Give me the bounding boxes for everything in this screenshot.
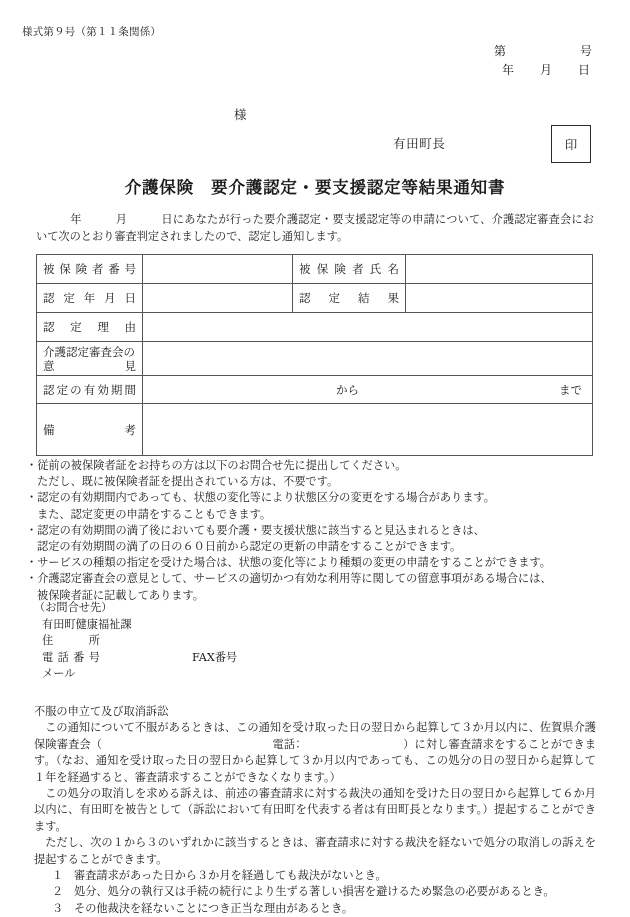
page-title: 介護保険 要介護認定・要支援認定等結果通知書 bbox=[124, 178, 506, 197]
note-bullet: ・ bbox=[26, 523, 38, 537]
issuer-name: 有田町長 bbox=[393, 136, 446, 151]
list-item bbox=[34, 868, 596, 884]
contact-tel-label: 電話番号 bbox=[42, 650, 100, 664]
note-bullet: ・ bbox=[26, 459, 38, 472]
note-text: 認定の有効期間の満了後においても要介護・要支援状態に該当すると見込まれるときは、 bbox=[37, 523, 485, 537]
note-item bbox=[26, 507, 606, 523]
contact-tel-fax-row bbox=[34, 650, 237, 667]
table-row bbox=[37, 255, 593, 284]
remarks-label: 備考 bbox=[37, 404, 143, 456]
note-item bbox=[26, 523, 606, 539]
note-bullet: ・ bbox=[26, 556, 38, 570]
list-item-number: １ bbox=[52, 869, 64, 883]
contact-department: 有田町健康福祉課 bbox=[42, 617, 132, 631]
intro-paragraph bbox=[36, 211, 594, 245]
document-date-line bbox=[502, 61, 590, 78]
list-item-text: その他裁決を経ないことにつき正当な理由があるとき。 bbox=[74, 901, 354, 915]
list-item-number: ３ bbox=[52, 901, 64, 915]
contact-address-row bbox=[34, 633, 237, 650]
contact-mail-label: メール bbox=[42, 667, 76, 680]
note-text: また、認定変更の申請をすることもできます。 bbox=[37, 507, 272, 521]
certification-date-value[interactable] bbox=[143, 284, 293, 313]
certification-result-value[interactable] bbox=[406, 284, 593, 313]
note-item bbox=[26, 571, 606, 587]
table-row bbox=[37, 284, 593, 313]
document-number-prefix: 第 bbox=[494, 44, 507, 58]
form-number: 様式第９号（第１１条関係） bbox=[22, 26, 162, 38]
contact-mail-row bbox=[34, 666, 237, 683]
document-number-line bbox=[494, 42, 592, 59]
valid-period-to-label: まで bbox=[559, 382, 582, 397]
table-row bbox=[37, 376, 593, 404]
valid-period-label: 認定の有効期間 bbox=[37, 376, 143, 404]
addressee-honorific: 様 bbox=[234, 107, 247, 122]
review-board-opinion-label-line2: 意見 bbox=[43, 358, 136, 373]
valid-period-value[interactable] bbox=[143, 376, 593, 404]
certification-result-label: 認定結果 bbox=[293, 284, 406, 313]
note-text: 認定の有効期間内であっても、状態の変化等により状態区分の変更をする場合があります。 bbox=[37, 491, 495, 505]
note-item bbox=[26, 539, 606, 555]
list-item-text: 審査請求があった日から３か月を経過しても裁決がないとき。 bbox=[74, 869, 387, 883]
contact-address-label: 住所 bbox=[42, 634, 100, 647]
valid-period-from-label: から bbox=[336, 382, 359, 397]
certification-reason-value[interactable] bbox=[143, 313, 593, 342]
review-board-opinion-label-line1: 介護認定審査会の bbox=[43, 344, 135, 359]
certification-reason-label: 認定理由 bbox=[37, 313, 143, 342]
contact-heading: （お問合せ先） bbox=[34, 601, 113, 614]
note-text: ただし、既に被保険者証を提出されている方は、不要です。 bbox=[37, 475, 339, 489]
intro-line-1: 年 月 日にあなたが行った要介護認定・要支援認定等の申請について、介護認定審査会に bbox=[36, 213, 583, 226]
note-item bbox=[26, 490, 606, 506]
insured-name-label: 被保険者氏名 bbox=[293, 255, 406, 284]
certification-date-label: 認定年月日 bbox=[37, 284, 143, 313]
appeal-section bbox=[34, 704, 596, 917]
note-item bbox=[26, 474, 606, 490]
intro-line-2: おいて次のとおり審査判定されましたので、認定し通知します。 bbox=[36, 213, 594, 243]
date-day-label: 日 bbox=[577, 63, 590, 77]
note-text: 被保険者証に記載してあります。 bbox=[37, 588, 204, 602]
note-bullet: ・ bbox=[26, 491, 38, 505]
note-text: 従前の被保険者証をお持ちの方は以下のお問合せ先に提出してください。 bbox=[37, 459, 407, 472]
contact-block bbox=[34, 600, 237, 683]
note-text: 認定の有効期間の満了の日の６０日前から認定の更新の申請をすることができます。 bbox=[37, 540, 462, 554]
note-item bbox=[26, 458, 606, 474]
note-bullet: ・ bbox=[26, 572, 38, 586]
certification-result-table bbox=[36, 254, 593, 456]
notes-list bbox=[26, 458, 606, 604]
appeal-paragraph-2: この処分の取消しを求める訴えは、前述の審査請求に対する裁決の通知を受けた日の翌日から起算して６か月以内に、有田町を被告として（訴訟において有田町を代表する者は有田町長となります。）提起することができます。 bbox=[34, 787, 596, 833]
remarks-value[interactable] bbox=[143, 404, 593, 456]
list-item bbox=[34, 901, 596, 917]
appeal-exception-list bbox=[34, 868, 596, 917]
note-item bbox=[26, 555, 606, 571]
review-board-opinion-value[interactable] bbox=[143, 342, 593, 376]
seal-label: 印 bbox=[564, 137, 578, 152]
date-year-label: 年 bbox=[502, 63, 515, 77]
table-row bbox=[37, 313, 593, 342]
table-row bbox=[37, 404, 593, 456]
note-text: 介護認定審査会の意見として、サービスの適切かつ有効な利用等に関しての留意事項がある場合には、 bbox=[37, 572, 552, 586]
table-row bbox=[37, 342, 593, 376]
document-number-suffix: 号 bbox=[579, 44, 592, 58]
insured-name-value[interactable] bbox=[406, 255, 593, 284]
insured-number-value[interactable] bbox=[143, 255, 293, 284]
appeal-paragraph-3: ただし、次の１から３のいずれかに該当するときは、審査請求に対する裁決を経ないで処分の取消しの訴えを提起することができます。 bbox=[34, 836, 596, 866]
contact-fax-label: FAX番号 bbox=[192, 650, 238, 664]
seal-box bbox=[551, 125, 591, 163]
note-text: サービスの種類の指定を受けた場合は、状態の変化等により種類の変更の申請をすることができます。 bbox=[37, 556, 551, 570]
appeal-heading: 不服の申立て及び取消訴訟 bbox=[34, 705, 169, 718]
list-item-text: 処分、処分の執行又は手続の続行により生ずる著しい損害を避けるため緊急の必要があるとき。 bbox=[74, 885, 555, 899]
date-month-label: 月 bbox=[539, 63, 552, 77]
insured-number-label: 被保険者番号 bbox=[37, 255, 143, 284]
list-item-number: ２ bbox=[52, 885, 64, 899]
review-board-opinion-label bbox=[37, 342, 143, 376]
list-item bbox=[34, 884, 596, 900]
appeal-paragraph-1: この通知について不服があるときは、この通知を受け取った日の翌日から起算して３か月以内に、佐賀県介護保険審査会（ 電話： ）に対し審査請求をすることができます。（なお、通知を受け取った日の翌日から起算して３か月以内であっても、この処分の日の翌日から起算して１年を経過すると、審査請求することができなくなります。） bbox=[34, 721, 596, 784]
